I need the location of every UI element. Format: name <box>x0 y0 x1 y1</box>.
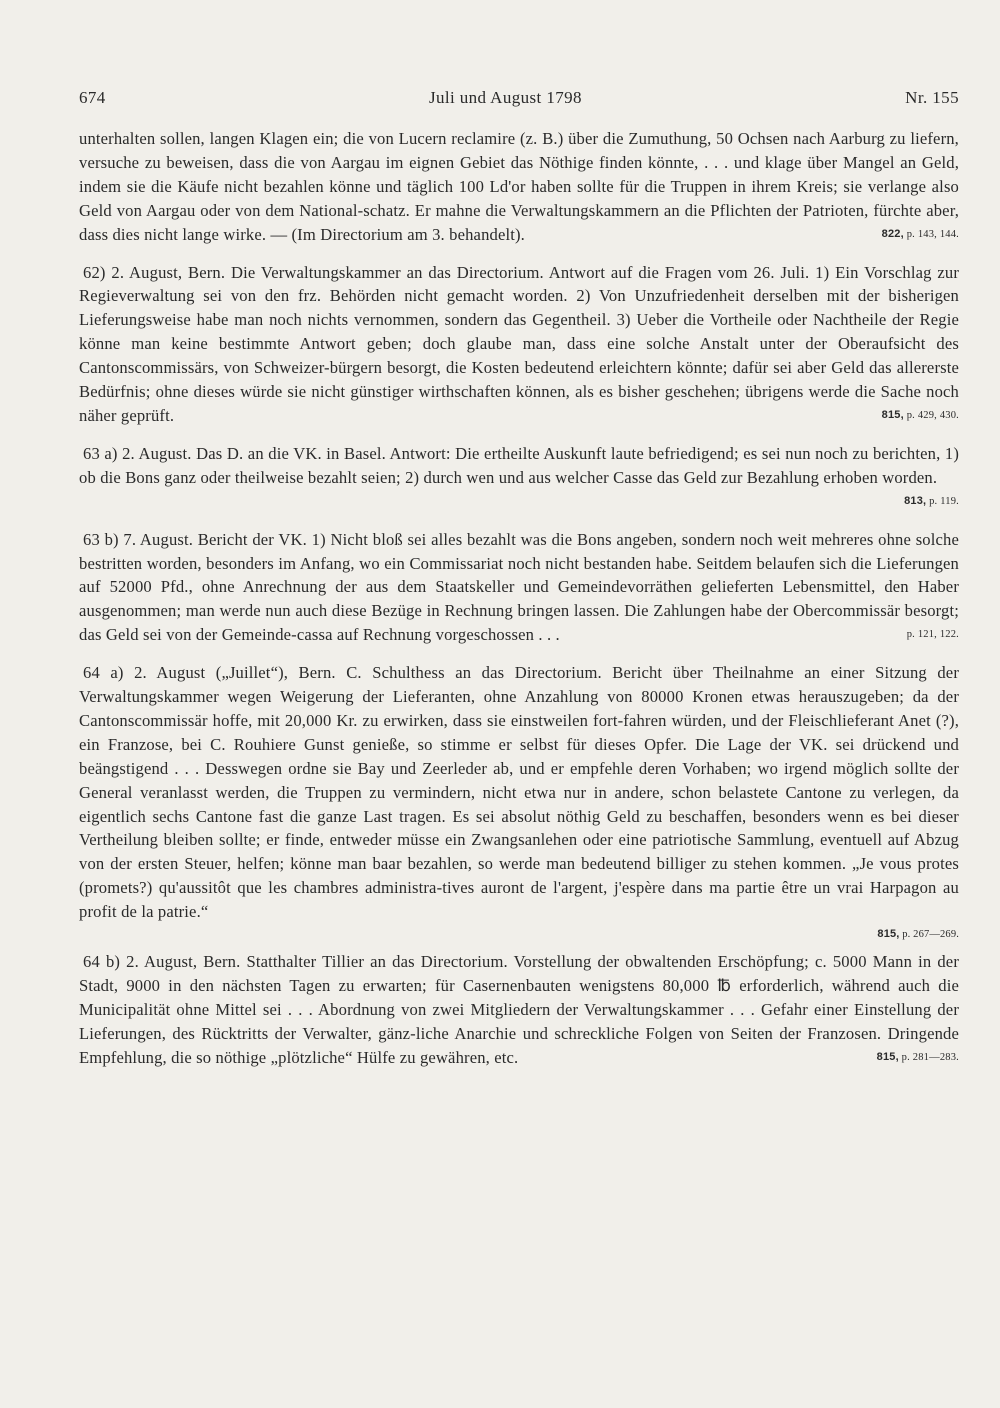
paragraph-text: 63 a) 2. August. Das D. an die VK. in Basel. Antwort: Die ertheilte Auskunft laute befriedigend; es sei nun noch zu berichten, 1) ob die Bons ganz oder theilweise bezahlt seien; 2) durch wen und aus welcher Casse das Geld zur Bezahlung erhoben worden. <box>79 443 959 487</box>
reference-pages: p. 119. <box>929 495 959 507</box>
page-number: 674 <box>79 88 106 107</box>
source-reference <box>79 924 959 945</box>
entry-64b <box>79 950 959 1070</box>
entry-63a <box>79 442 959 514</box>
entry-63b <box>79 528 959 648</box>
reference-pages: p. 281—283. <box>901 1051 959 1063</box>
reference-volume: 813, <box>904 494 927 507</box>
paragraph-text: 62) 2. August, Bern. Die Verwaltungskammer an das Directorium. Antwort auf die Fragen vom 26. Juli. 1) Ein Vorschlag zur Regieverwaltung sei von den frz. Behörden nicht gemacht worden. 2) Von Unzufriedenheit derselben mit der bisherigen Lieferungsweise habe man noch nichts vernommen, sondern das Gegentheil. 3) Ueber die Vortheile oder Nachtheile der Regie könne man keine bestimmte Antwort geben; doch glaube man, dass eine solche Anstalt unter der Oberaufsicht des Cantonscommissärs, von Schweizer-bürgern besorgt, die Kosten bedeutend erleichtern könnte; dafür sei aber Geld das allererste Bedürfnis; ohne dieses würde sie nicht günstiger wirthschaften können, als es bisher geschehen; übrigens werde die Sache noch näher geprüft. <box>79 262 959 425</box>
source-reference <box>900 490 959 514</box>
paragraph-text: unterhalten sollen, langen Klagen ein; die von Lucern reclamire (z. B.) über die Zumuthung, 50 Ochsen nach Aarburg zu liefern, versuche zu beweisen, dass die von Aargau im eignen Gebiet das Nöthige finden könnte, . . . und klage über Mangel an Geld, indem sie die Käufe nicht bezahlen könne und täglich 100 Ld'or haben sollte für die Truppen in ihrem Kreis; sie verlange also Geld von Aargau oder von dem National-schatz. Er mahne die Verwaltungskammern an die Pflichten der Patrioten, fürchte aber, dass dies nicht lange wirke. — (Im Directorium am 3. behandelt). <box>79 129 959 244</box>
reference-volume: 815, <box>876 1050 899 1063</box>
reference-pages: p. 429, 430. <box>906 409 959 421</box>
entry-64a <box>79 661 959 945</box>
reference-pages: p. 121, 122. <box>906 629 959 641</box>
source-reference <box>882 223 959 247</box>
entry-62 <box>79 261 959 428</box>
paragraph-continued <box>79 127 959 247</box>
source-reference <box>878 404 959 428</box>
running-header <box>79 88 959 108</box>
paragraph-text: 64 b) 2. August, Bern. Statthalter Tillier an das Directorium. Vorstellung der obwaltenden Erschöpfung; c. 5000 Mann in der Stadt, 9000 in den nächsten Tagen zu erwarten; für Casernenbauten wenigstens 80,000 ℔ erforderlich, während auch die Municipalität ohne Mittel sei . . . Abordnung von zwei Mitgliedern der Verwaltungskammer . . . Gefahr einer Einstellung der Lieferungen, des Rücktritts der Verwalter, gänz-liche Anarchie und schreckliche Folgen von Seiten der Franzosen. Dringende Empfehlung, die so nöthige „plötzliche“ Hülfe zu gewähren, etc. <box>79 952 959 1067</box>
reference-volume: 822, <box>881 227 904 240</box>
issue-number: Nr. 155 <box>905 88 959 107</box>
document-body <box>79 127 959 1070</box>
reference-volume: 815, <box>881 408 904 421</box>
reference-volume: 815, <box>877 928 900 941</box>
source-reference <box>873 1046 959 1070</box>
paragraph-text: 64 a) 2. August („Juillet“), Bern. C. Schulthess an das Directorium. Bericht über Theilnahme an einer Sitzung der Verwaltungskammer wegen Weigerung der Lieferanten, ohne Anzahlung von 80000 Kronen etwas herauszugeben; da der Cantonscommissär hoffe, mit 20,000 Kr. zu erwirken, dass sie einstweilen fort-fahren würden, und der Fleischlieferant Anet (?), ein Franzose, bei C. Rouhiere Gunst genieße, so stimme er selbst für dieses Opfer. Die Lage der VK. sei drückend und beängstigend . . . Desswegen ordne sie Bay und Zeerleder ab, und er empfehle deren Vorhaben; wo irgend möglich sollte der General veranlasst werden, die Truppen zu vermindern, nicht etwa nur in andere, schon belastete Cantone zu verlegen, da eigentlich sechs Cantone fast die ganze Last tragen. Es sei absolut nöthig Geld zu beschaffen, besonders wenn es bei dieser Vertheilung bleiben sollte; er finde, entweder müsse ein Zwangsanlehen oder eine patriotische Sammlung, eventuell auf Abzug von der ersten Steuer, helfen; könne man baar bezahlen, so werde man bedeutend billiger zu stehen kommen. „Je vous protes (promets?) qu'aussitôt que les chambres administra-tives auront de l'argent, j'espère dans ma partie être un vrai Harpagon au profit de la patrie.“ <box>79 663 959 922</box>
paragraph-text: 63 b) 7. August. Bericht der VK. 1) Nicht bloß sei alles bezahlt was die Bons angeben, sondern noch weit mehreres ohne solche bestritten worden, besonders im Anfang, wo ein Commissariat noch nicht bestanden habe. Seitdem belaufen sich die Lieferungen auf 52000 Pfd., ohne Anrechnung der aus dem Staatskeller und Gemeindevorräthen gelieferten Lebensmittel, den Haber ausgenommen; man werde nun auch diese Bezüge in Rechnung bringen lassen. Die Zahlungen habe der Obercommissär besorgt; das Geld sei von der Gemeinde-cassa auf Rechnung vorgeschossen . . . <box>79 529 959 645</box>
source-reference <box>903 623 959 647</box>
running-title: Juli und August 1798 <box>428 88 582 107</box>
reference-pages: p. 267—269. <box>902 929 959 941</box>
reference-pages: p. 143, 144. <box>906 228 959 240</box>
